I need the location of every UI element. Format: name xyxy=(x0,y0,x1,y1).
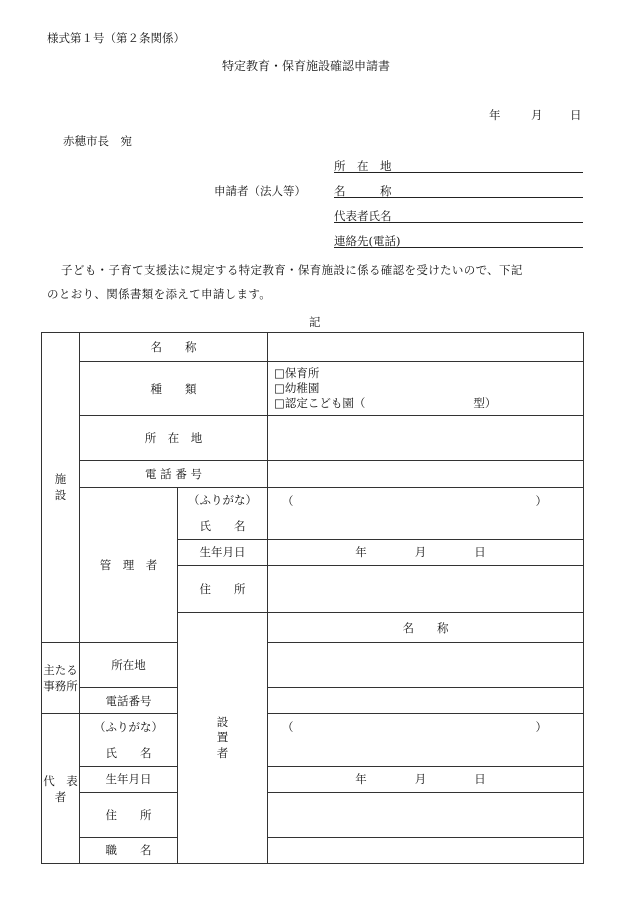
applicant-name-line[interactable] xyxy=(334,197,583,198)
type-option-kindergarten[interactable]: □幼稚園 xyxy=(274,381,320,396)
manager-name-field[interactable]: （ ） xyxy=(268,487,584,539)
applicant-representative-line[interactable] xyxy=(334,222,583,223)
facility-name-label: 名 称 xyxy=(80,333,268,362)
rep-furigana-label: （ふりがな） xyxy=(80,714,178,740)
office-phone-field[interactable] xyxy=(268,688,584,714)
manager-residence-field[interactable] xyxy=(268,565,584,612)
form-number: 様式第１号（第２条関係） xyxy=(47,31,185,45)
ki-heading: 記 xyxy=(309,315,321,329)
facility-phone-field[interactable] xyxy=(268,461,584,487)
date-day: 日 xyxy=(570,108,582,122)
facility-address-label: 所 在 地 xyxy=(80,416,268,461)
main-office-label: 主たる事務所 xyxy=(42,643,80,714)
body-text-line2: のとおり、関係書類を添えて申請します。 xyxy=(47,287,272,301)
facility-section-label: 施設 xyxy=(42,333,80,643)
applicant-contact-line[interactable] xyxy=(334,247,583,248)
rep-birth-field[interactable]: 年 月 日 xyxy=(268,766,584,792)
page-title: 特定教育・保育施設確認申請書 xyxy=(222,59,391,73)
rep-position-label: 職 名 xyxy=(80,837,178,863)
date-year: 年 xyxy=(489,108,501,122)
facility-address-field[interactable] xyxy=(268,416,584,461)
applicant-name-label: 名 称 xyxy=(334,184,392,198)
manager-residence-label: 住 所 xyxy=(178,565,268,612)
manager-birth-label: 生年月日 xyxy=(178,539,268,565)
manager-furigana-label: （ふりがな） xyxy=(178,487,268,513)
facility-type-label: 種 類 xyxy=(80,362,268,416)
applicant-contact-label: 連絡先(電話) xyxy=(334,234,401,248)
manager-birth-field[interactable]: 年 月 日 xyxy=(268,539,584,565)
rep-residence-field[interactable] xyxy=(268,792,584,837)
body-text-line1: 子ども・子育て支援法に規定する特定教育・保育施設に係る確認を受けたいので、下記 xyxy=(61,263,523,277)
rep-name-label: 氏 名 xyxy=(80,740,178,766)
rep-residence-label: 住 所 xyxy=(80,792,178,837)
office-address-field[interactable] xyxy=(268,643,584,688)
facility-phone-label: 電 話 番 号 xyxy=(80,461,268,487)
addressee: 赤穂市長 宛 xyxy=(63,134,132,148)
rep-position-field[interactable] xyxy=(268,837,584,863)
facility-name-field[interactable] xyxy=(268,333,584,362)
date-month: 月 xyxy=(531,108,543,122)
applicant-representative-label: 代表者氏名 xyxy=(334,209,392,223)
type-option-certified[interactable]: □認定こども園（ 型） xyxy=(274,396,497,411)
rep-birth-label: 生年月日 xyxy=(80,766,178,792)
manager-name-label: 氏 名 xyxy=(178,513,268,539)
rep-name-field[interactable]: （ ） xyxy=(268,714,584,766)
applicant-address-label: 所 在 地 xyxy=(334,159,392,173)
representative-label: 代 表 者 xyxy=(42,714,80,864)
manager-label: 管 理 者 xyxy=(80,487,178,643)
applicant-address-line[interactable] xyxy=(334,172,583,173)
facility-type-field[interactable] xyxy=(268,362,584,416)
founder-name-label: 名 称 xyxy=(268,613,584,643)
founder-section-label: 設置者 xyxy=(178,613,268,864)
type-option-nursery[interactable]: □保育所 xyxy=(274,366,320,381)
applicant-label: 申請者（法人等） xyxy=(214,184,306,198)
office-phone-label: 電話番号 xyxy=(80,688,178,714)
office-address-label: 所在地 xyxy=(80,643,178,688)
application-table xyxy=(41,332,584,864)
